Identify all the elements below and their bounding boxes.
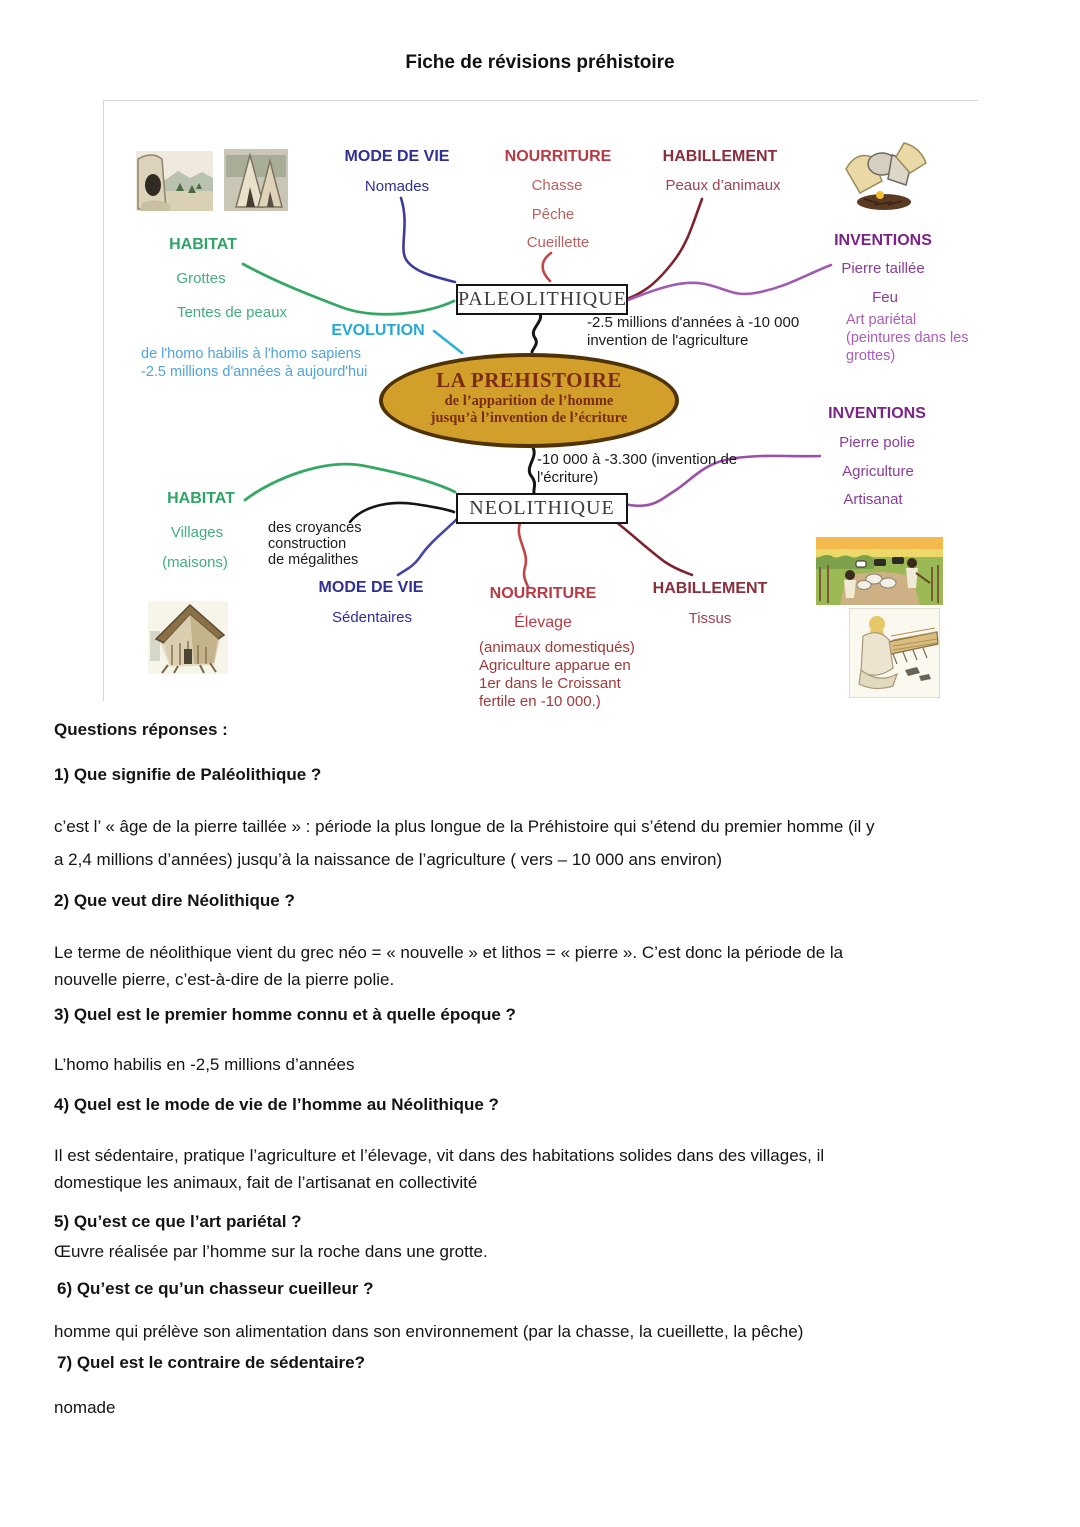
- neo-nourriture-title: NOURRITURE: [489, 585, 597, 602]
- neo-habitat-item: (maisons): [162, 554, 228, 571]
- paleo-nourriture-item: Chasse: [531, 177, 583, 194]
- paleo-habitat-item: Tentes de peaux: [176, 304, 288, 321]
- paleo-nourriture-item: Cueillette: [526, 234, 590, 251]
- question-answer: Il est sédentaire, pratique l’agriculture et l’élevage, vit dans des habitations solides dans des villages, il domestique les animaux, fait de l’artisanat en collectivité: [54, 1146, 825, 1192]
- question-title: 7) Quel est le contraire de sédentaire?: [57, 1353, 366, 1372]
- evolution-note: de l'homo habilis à l'homo sapiens -2.5 millions d'années à aujourd'hui: [141, 346, 368, 380]
- mindmap: [103, 100, 978, 710]
- paleo-inventions-item: Feu: [872, 289, 898, 306]
- node-la-prehistoire: [379, 353, 679, 448]
- question-answer: L’homo habilis en -2,5 millions d’années: [54, 1055, 355, 1074]
- neo-inventions-item: Agriculture: [842, 463, 914, 480]
- question-title: 3) Quel est le premier homme connu et à quelle époque ?: [54, 1005, 516, 1024]
- paleo-period: -2.5 millions d'années à -10 000 invention de l'agriculture: [587, 314, 800, 349]
- paleo-habitat-title: HABITAT: [169, 236, 237, 253]
- prehistoire-subtitle: jusqu’à l’invention de l’écriture: [430, 410, 628, 426]
- neolithic-house-image: [148, 601, 228, 674]
- question-title: 5) Qu’est ce que l’art pariétal ?: [54, 1212, 302, 1231]
- paleo-habitat-item: Grottes: [176, 270, 226, 287]
- question-title: 1) Que signifie de Paléolithique ?: [54, 765, 322, 784]
- neo-mode-de-vie-title: MODE DE VIE: [318, 579, 424, 596]
- neo-habitat-title: HABITAT: [167, 490, 235, 507]
- paleo-mode-de-vie-item: Nomades: [364, 178, 430, 195]
- question-answer: nomade: [54, 1398, 116, 1417]
- question-answer: Le terme de néolithique vient du grec néo = « nouvelle » et lithos = « pierre ». C’est donc la période de la nouvelle pierre, c’est-à-dire de la pierre polie.: [54, 943, 844, 989]
- paleo-nourriture-title: NOURRITURE: [504, 148, 612, 165]
- neo-habillement-item: Tissus: [688, 610, 732, 627]
- question-answer: Œuvre réalisée par l’homme sur la roche dans une grotte.: [54, 1242, 488, 1261]
- neo-mode-de-vie-item: Sédentaires: [331, 609, 413, 626]
- neo-habillement-title: HABILLEMENT: [652, 580, 768, 597]
- neo-inventions-item: Artisanat: [843, 491, 903, 508]
- skin-tents-image: [224, 149, 288, 211]
- stone-knapping-fire-image: [844, 137, 929, 213]
- neo-inventions-title: INVENTIONS: [828, 405, 926, 422]
- neo-nourriture-note: (animaux domestiqués) Agriculture apparue en 1er dans le Croissant fertile en -10 000.): [479, 639, 635, 710]
- paleo-inventions-title: INVENTIONS: [834, 232, 932, 249]
- prehistoire-title: LA PREHISTOIRE: [436, 368, 622, 392]
- node-neolithique: NEOLITHIQUE: [456, 493, 628, 524]
- questions-heading: Questions réponses :: [54, 720, 228, 739]
- paleo-mode-de-vie-title: MODE DE VIE: [344, 148, 450, 165]
- paleo-habillement-title: HABILLEMENT: [662, 148, 778, 165]
- evolution-title: EVOLUTION: [331, 322, 425, 339]
- node-paleolithique: PALEOLITHIQUE: [456, 284, 628, 315]
- neo-period: -10 000 à -3.300 (invention de l'écriture): [537, 451, 738, 486]
- prehistoire-subtitle: de l’apparition de l’homme: [444, 393, 614, 409]
- cave-dwelling-image: [136, 151, 213, 211]
- paleo-inventions-item: Pierre taillée: [841, 260, 925, 277]
- question-title: 2) Que veut dire Néolithique ?: [54, 891, 295, 910]
- weaving-loom-image: [849, 608, 940, 698]
- neolithic-herding-image: [816, 537, 943, 605]
- neo-inventions-item: Pierre polie: [839, 434, 915, 451]
- neo-croyances-note: des croyances construction de mégalithes: [268, 520, 362, 568]
- question-answer: homme qui prélève son alimentation dans son environnement (par la chasse, la cueillette, la pêche): [54, 1322, 804, 1341]
- paleo-habillement-item: Peaux d’animaux: [665, 177, 781, 194]
- page-title: Fiche de révisions préhistoire: [405, 52, 675, 73]
- question-title: 4) Quel est le mode de vie de l’homme au Néolithique ?: [54, 1095, 499, 1114]
- paleo-nourriture-item: Pêche: [531, 206, 575, 223]
- paleo-inventions-note: Art pariétal (peintures dans les grottes): [846, 312, 969, 364]
- question-answer: c’est l’ « âge de la pierre taillée » : période la plus longue de la Préhistoire qui s’étend du premier homme (il y a 2,4 millions d’années) jusqu’à la naissance de l’agriculture ( vers – 10 000 ans environ): [54, 817, 875, 869]
- question-title: 6) Qu’est ce qu’un chasseur cueilleur ?: [57, 1279, 374, 1298]
- neo-nourriture-item: Élevage: [514, 614, 572, 631]
- neo-habitat-item: Villages: [170, 524, 224, 541]
